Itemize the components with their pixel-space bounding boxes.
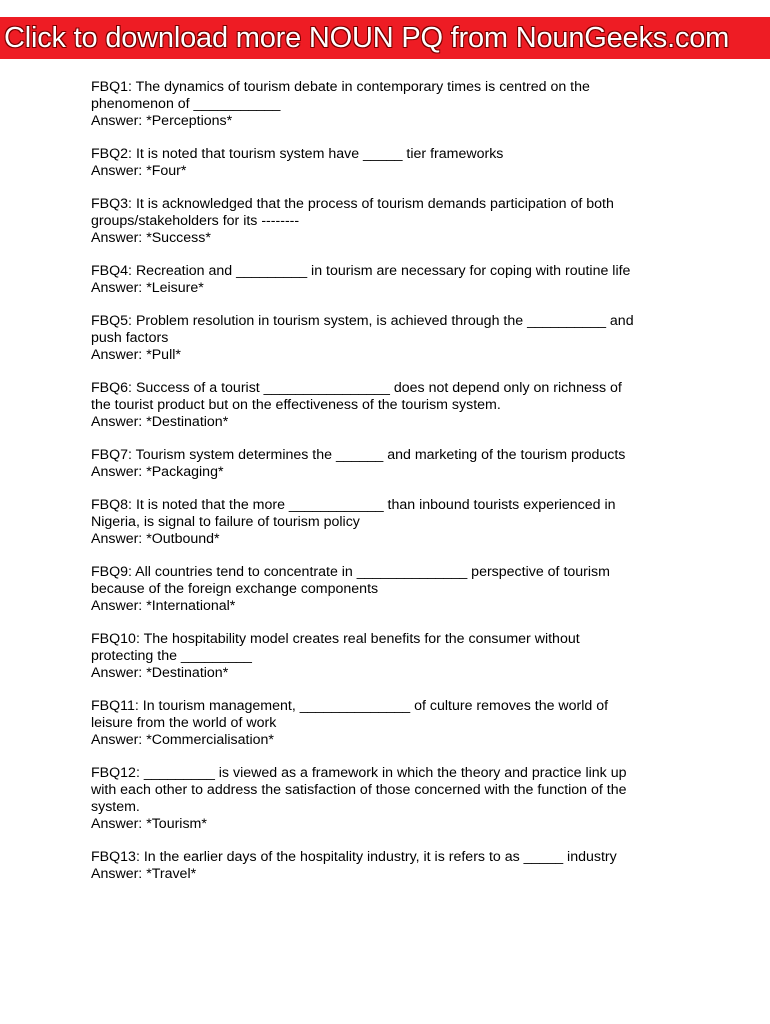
question-text: FBQ7: Tourism system determines the ______ and marketing of the tourism products [91,447,626,463]
answer-text: Answer: *Packaging* [91,464,224,480]
question-item [91,263,681,297]
question-item [91,765,681,833]
answer-text: Answer: *Four* [91,163,187,179]
answer-text: Answer: *Outbound* [91,531,220,547]
answer-text: Answer: *Leisure* [91,280,204,296]
question-item [91,313,681,364]
answer-text: Answer: *Tourism* [91,816,207,832]
question-text: FBQ5: Problem resolution in tourism system, is achieved through the __________ and push factors [91,313,634,346]
question-text: FBQ4: Recreation and _________ in tourism are necessary for coping with routine life [91,263,631,279]
question-text: FBQ8: It is noted that the more ____________ than inbound tourists experienced in Nigeria, is signal to failure of tourism policy [91,497,616,530]
question-item [91,631,681,682]
question-item [91,79,681,130]
question-text: FBQ2: It is noted that tourism system have _____ tier frameworks [91,146,504,162]
answer-text: Answer: *Pull* [91,347,181,363]
question-text: FBQ1: The dynamics of tourism debate in contemporary times is centred on the phenomenon of ___________ [91,79,590,112]
answer-text: Answer: *International* [91,598,236,614]
question-item [91,146,681,180]
question-text: FBQ10: The hospitability model creates real benefits for the consumer without protecting the _________ [91,631,580,664]
question-text: FBQ11: In tourism management, ______________ of culture removes the world of leisure from the world of work [91,698,609,731]
question-item [91,447,681,481]
question-item [91,196,681,247]
question-text: FBQ9: All countries tend to concentrate in ______________ perspective of tourism because of the foreign exchange components [91,564,610,597]
answer-text: Answer: *Success* [91,230,211,246]
answer-text: Answer: *Perceptions* [91,113,233,129]
question-item [91,698,681,749]
question-list [91,79,681,899]
question-item [91,497,681,548]
banner-text: Click to download more NOUN PQ from NounGeeks.com [4,21,730,54]
answer-text: Answer: *Destination* [91,414,229,430]
answer-text: Answer: *Destination* [91,665,229,681]
answer-text: Answer: *Travel* [91,866,197,882]
question-text: FBQ12: _________ is viewed as a framework in which the theory and practice link up with each other to address the satisfaction of those concerned with the function of the system. [91,765,627,815]
question-item [91,564,681,615]
download-banner-link[interactable] [0,17,770,59]
question-text: FBQ13: In the earlier days of the hospitality industry, it is refers to as _____ industry [91,849,617,865]
question-item [91,849,681,883]
question-text: FBQ3: It is acknowledged that the process of tourism demands participation of both groups/stakeholders for its -------- [91,196,614,229]
question-text: FBQ6: Success of a tourist ________________ does not depend only on richness of the tourist product but on the effectiveness of the tourism system. [91,380,622,413]
question-item [91,380,681,431]
answer-text: Answer: *Commercialisation* [91,732,274,748]
